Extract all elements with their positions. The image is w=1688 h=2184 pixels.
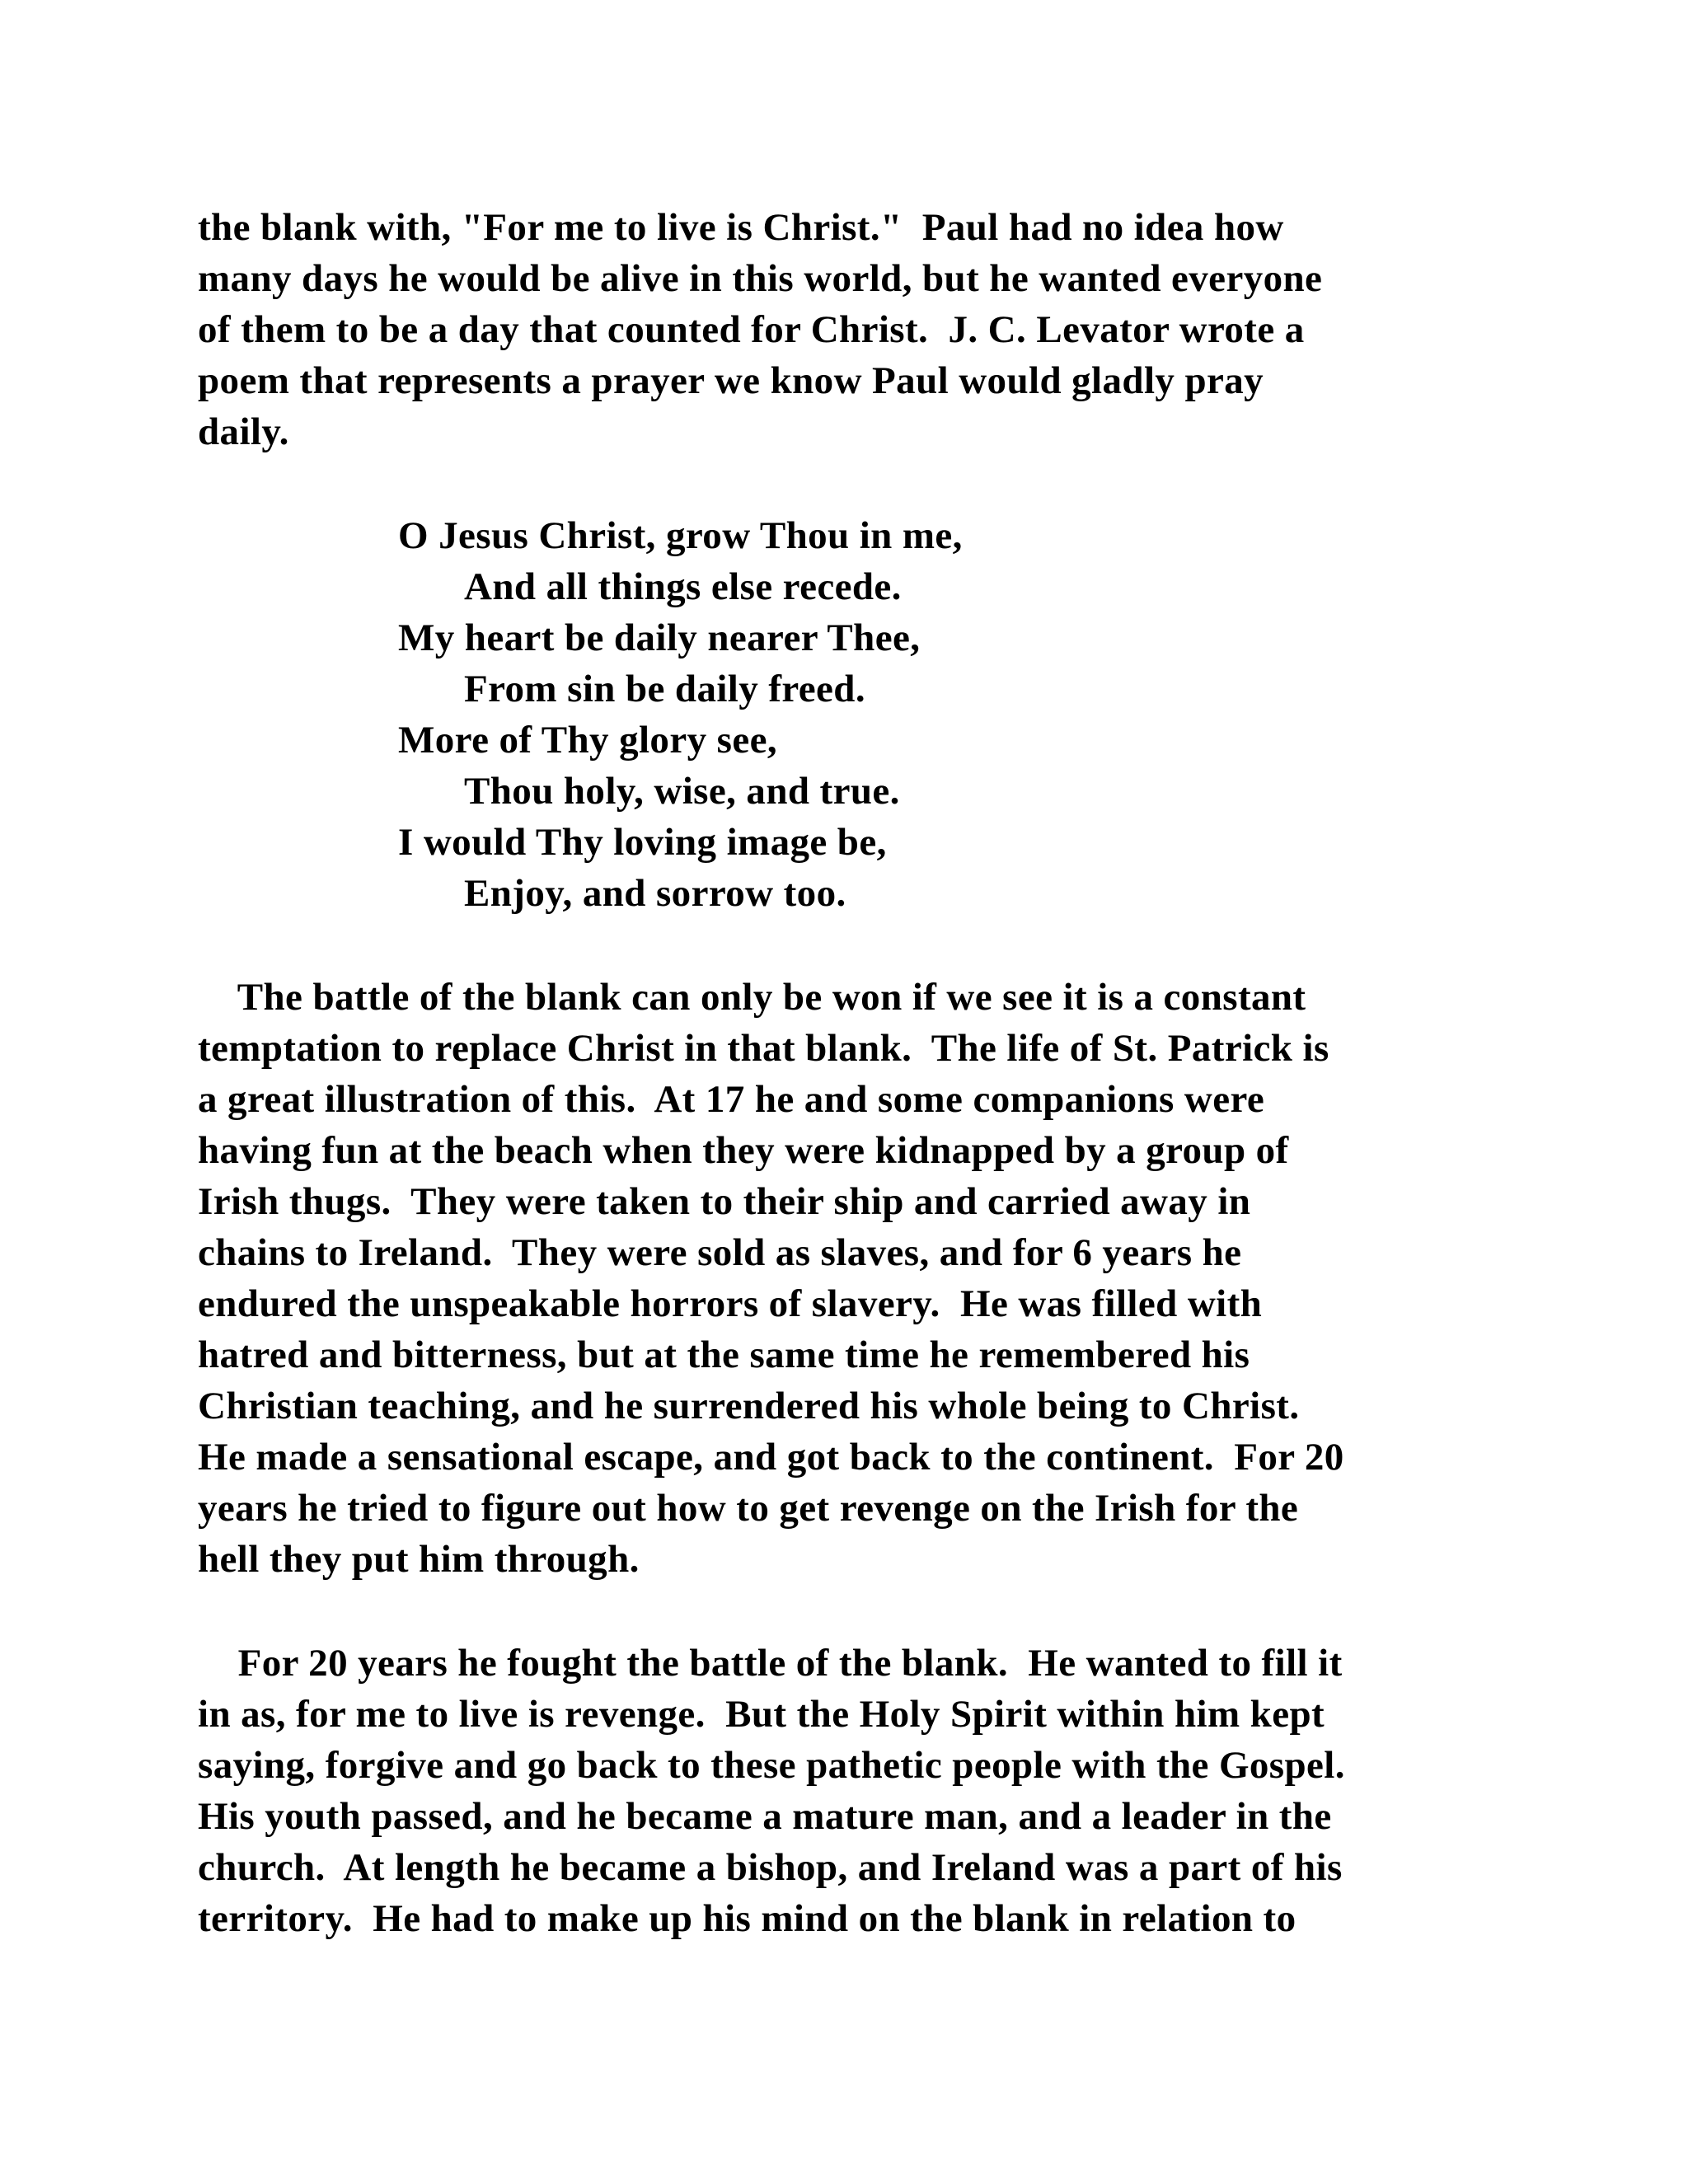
text-line: For 20 years he fought the battle of the blank. He wanted to fill it [198,1642,1343,1685]
poem-line-indented: Enjoy, and sorrow too. [464,872,846,915]
text-line: years he tried to figure out how to get revenge on the Irish for the [198,1487,1299,1530]
poem-line: More of Thy glory see, [398,719,778,762]
text-line: Irish thugs. They were taken to their ship and carried away in [198,1180,1251,1223]
text-line: temptation to replace Christ in that blank. The life of St. Patrick is [198,1027,1329,1070]
poem-line: My heart be daily nearer Thee, [398,616,921,659]
text-line: many days he would be alive in this world, but he wanted everyone [198,257,1323,300]
text-line: He made a sensational escape, and got back to the continent. For 20 [198,1436,1344,1479]
poem-line-indented: From sin be daily freed. [464,668,865,710]
text-line: a great illustration of this. At 17 he and some companions were [198,1078,1265,1121]
text-line: His youth passed, and he became a mature man, and a leader in the [198,1795,1332,1838]
text-line: chains to Ireland. They were sold as slaves, and for 6 years he [198,1231,1242,1274]
poem-line-indented: Thou holy, wise, and true. [464,770,900,813]
text-line: the blank with, "For me to live is Christ." Paul had no idea how [198,206,1284,249]
text-line: in as, for me to live is revenge. But the Holy Spirit within him kept [198,1693,1325,1736]
poem-line-indented: And all things else recede. [464,565,902,608]
text-line: poem that represents a prayer we know Paul would gladly pray [198,359,1264,402]
text-line: daily. [198,410,289,453]
poem-line: O Jesus Christ, grow Thou in me, [398,514,963,557]
poem-line: I would Thy loving image be, [398,821,887,864]
text-line: hatred and bitterness, but at the same time he remembered his [198,1333,1250,1376]
text-line: having fun at the beach when they were kidnapped by a group of [198,1129,1289,1172]
text-line: saying, forgive and go back to these pathetic people with the Gospel. [198,1744,1345,1787]
text-line: territory. He had to make up his mind on the blank in relation to [198,1897,1296,1940]
text-line: The battle of the blank can only be won if we see it is a constant [198,976,1306,1019]
text-line: endured the unspeakable horrors of slavery. He was filled with [198,1282,1263,1325]
text-line: Christian teaching, and he surrendered his whole being to Christ. [198,1385,1300,1427]
text-line: church. At length he became a bishop, and Ireland was a part of his [198,1846,1343,1889]
text-line: hell they put him through. [198,1538,640,1581]
text-line: of them to be a day that counted for Christ. J. C. Levator wrote a [198,308,1305,351]
